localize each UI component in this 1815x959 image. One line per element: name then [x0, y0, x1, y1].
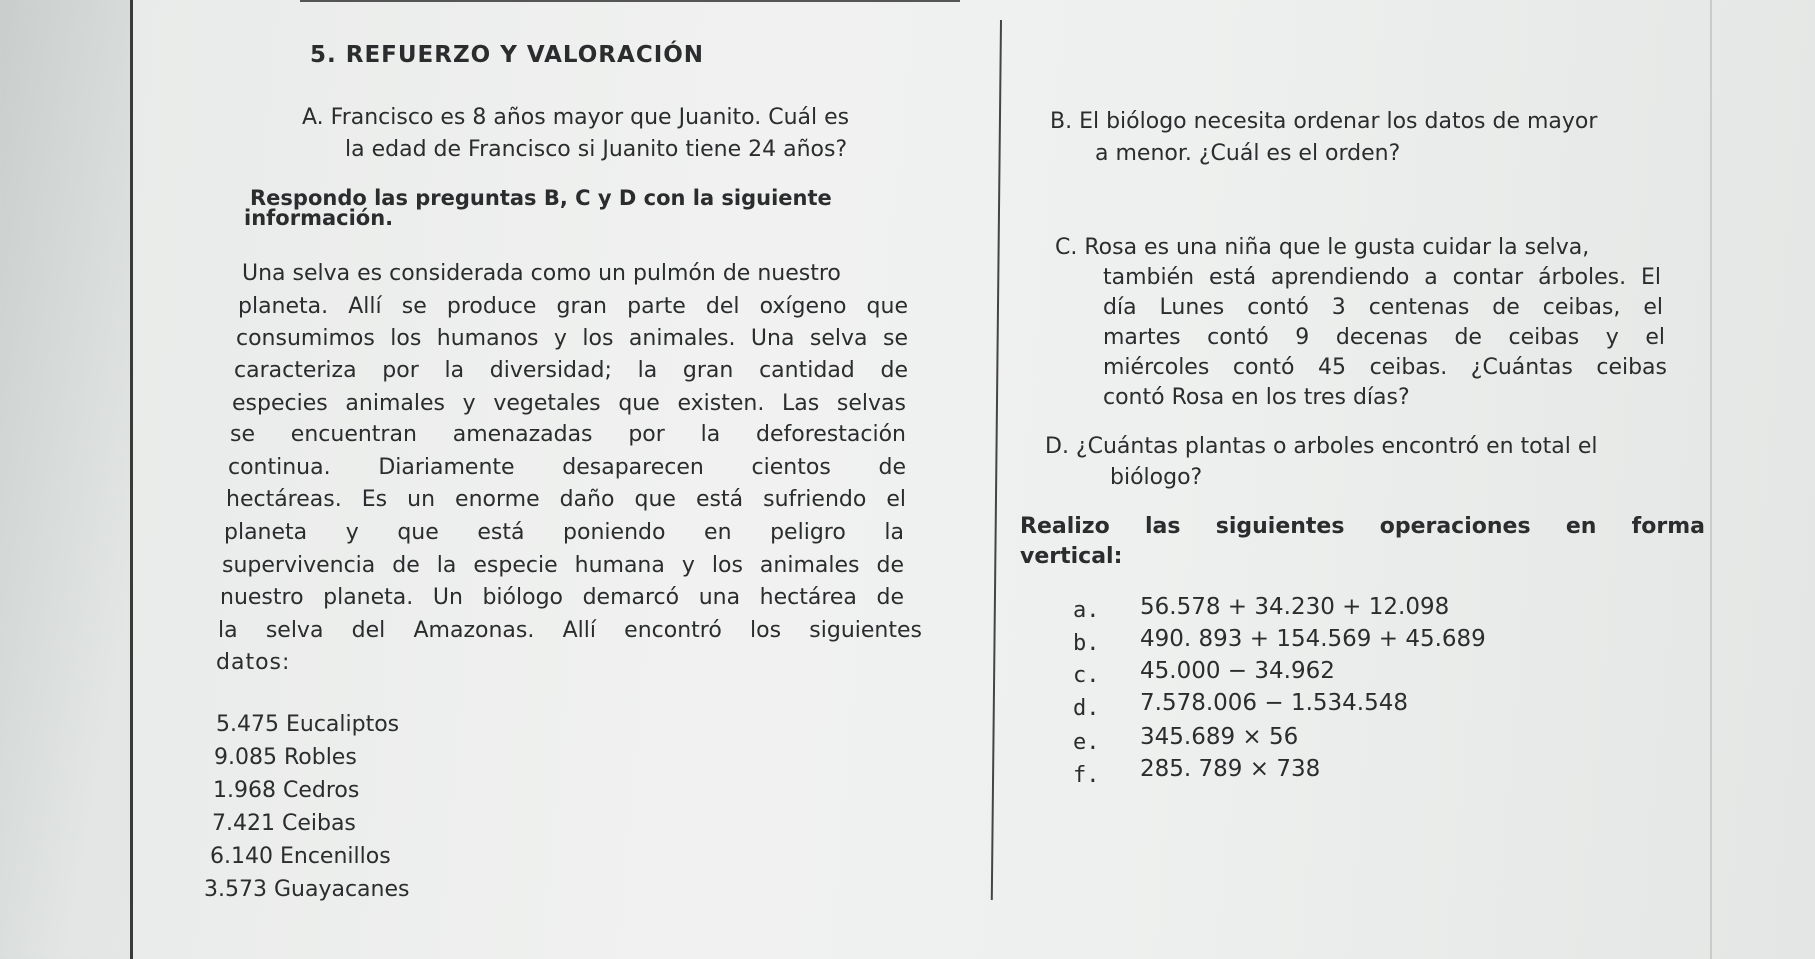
operation-label: c. [1073, 663, 1100, 688]
question-c-line: C. Rosa es una niña que le gusta cuidar la selva, [1055, 235, 1590, 260]
passage-line: especies animales y vegetales que existen. Las selvas [232, 391, 906, 416]
passage-line: planeta. Allí se produce gran parte del oxígeno que [238, 294, 908, 319]
tree-data-item: 7.421 Ceibas [212, 811, 356, 836]
question-d-line1: D. ¿Cuántas plantas o arboles encontró en total el [1045, 434, 1598, 459]
top-rule [300, 0, 960, 2]
instruction-line2: información. [244, 206, 394, 230]
operation-expression: 45.000 − 34.962 [1140, 658, 1335, 684]
operation-label: b. [1073, 631, 1100, 656]
tree-data-item: 5.475 Eucaliptos [216, 712, 400, 737]
passage-line: se encuentran amenazadas por la deforestación [230, 422, 906, 447]
paper-fold [1710, 0, 1712, 959]
question-b-line1: B. El biólogo necesita ordenar los datos de mayor [1050, 109, 1598, 134]
instruction-line1: Respondo las preguntas B, C y D con la siguiente [250, 186, 832, 210]
passage-line: planeta y que está poniendo en peligro la [224, 520, 904, 545]
question-c-line: contó Rosa en los tres días? [1103, 385, 1410, 410]
question-a-line1: A. Francisco es 8 años mayor que Juanito. Cuál es [302, 105, 850, 130]
tree-data-item: 3.573 Guayacanes [204, 877, 410, 902]
operation-label: a. [1073, 598, 1100, 623]
question-b-line2: a menor. ¿Cuál es el orden? [1095, 141, 1401, 166]
tree-data-item: 1.968 Cedros [213, 778, 360, 803]
question-c-line: martes contó 9 decenas de ceibas y el [1103, 325, 1665, 350]
passage-line: caracteriza por la diversidad; la gran cantidad de [234, 358, 908, 383]
passage-line: nuestro planeta. Un biólogo demarcó una hectárea de [220, 585, 904, 610]
question-d-line2: biólogo? [1110, 465, 1203, 490]
passage-line: continua. Diariamente desaparecen cientos de [228, 455, 906, 480]
passage-line: Una selva es considerada como un pulmón de nuestro [242, 261, 841, 286]
passage-line: datos: [216, 650, 291, 675]
operation-expression: 345.689 × 56 [1140, 724, 1299, 750]
question-a-line2: la edad de Francisco si Juanito tiene 24 años? [345, 137, 848, 162]
operation-expression: 7.578.006 − 1.534.548 [1140, 690, 1409, 716]
operations-title-line2: vertical: [1020, 544, 1123, 569]
tree-data-item: 6.140 Encenillos [210, 844, 391, 869]
question-c-line: miércoles contó 45 ceibas. ¿Cuántas ceibas [1103, 355, 1667, 380]
passage-line: supervivencia de la especie humana y los animales de [222, 553, 904, 578]
operation-expression: 285. 789 × 738 [1140, 756, 1321, 782]
question-c-line: día Lunes contó 3 centenas de ceibas, el [1103, 295, 1663, 320]
question-c-line: también está aprendiendo a contar árboles. El [1103, 265, 1661, 290]
operation-expression: 56.578 + 34.230 + 12.098 [1140, 594, 1450, 620]
operation-label: f. [1073, 763, 1100, 788]
passage-line: la selva del Amazonas. Allí encontró los siguientes [218, 618, 922, 643]
operation-label: e. [1073, 730, 1100, 755]
operations-title-line1: Realizo las siguientes operaciones en forma [1020, 514, 1705, 539]
passage-line: consumimos los humanos y los animales. Una selva se [236, 326, 908, 351]
tree-data-item: 9.085 Robles [214, 745, 357, 770]
operation-expression: 490. 893 + 154.569 + 45.689 [1140, 626, 1486, 652]
section-title: 5. REFUERZO Y VALORACIÓN [310, 42, 705, 68]
operation-label: d. [1073, 696, 1100, 721]
passage-line: hectáreas. Es un enorme daño que está sufriendo el [226, 487, 906, 512]
